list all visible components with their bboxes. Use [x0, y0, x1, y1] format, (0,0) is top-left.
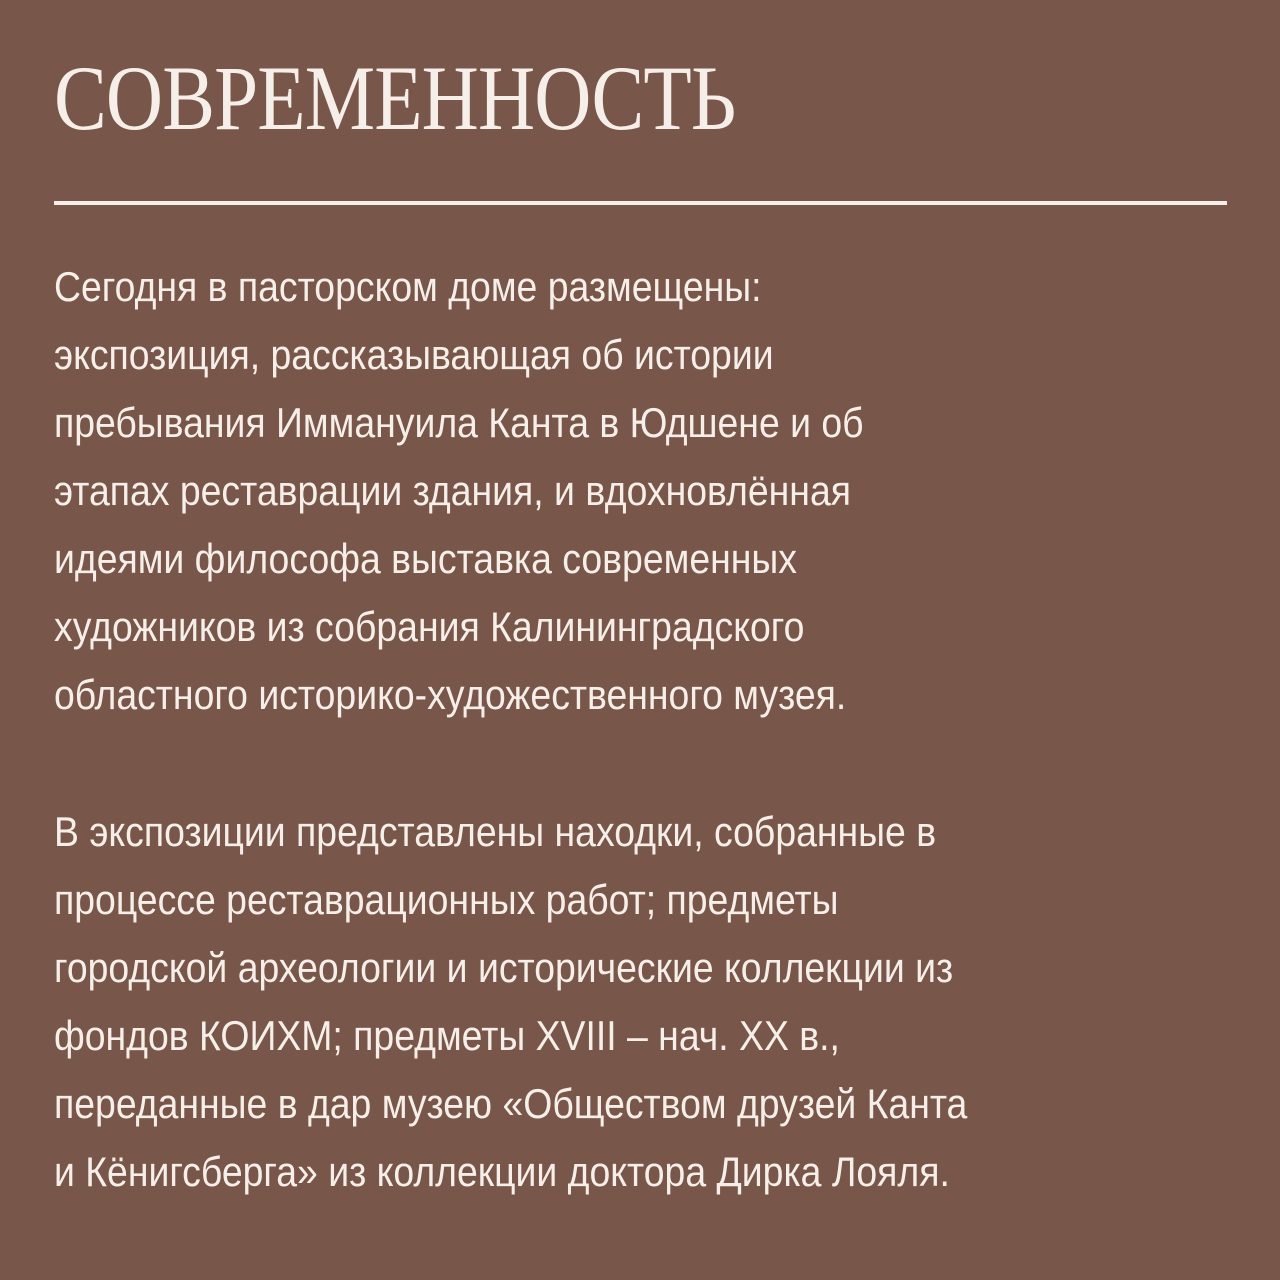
title-divider — [54, 201, 1227, 205]
paragraph-gap — [54, 729, 1239, 798]
body-text — [54, 253, 1239, 1206]
text-line: областного историко-художественного музея. — [54, 671, 847, 718]
text-line: городской археологии и исторические коллекции из — [54, 944, 954, 991]
text-line: фондов КОИХМ; предметы XVIII – нач. XX в., — [54, 1012, 840, 1059]
paragraph-exhibits — [54, 798, 1239, 1206]
page-title: СОВРЕМЕННОСТЬ — [54, 47, 736, 149]
text-line: пребывания Иммануила Канта в Юдшене и об — [54, 399, 864, 446]
text-line: В экспозиции представлены находки, собранные в — [54, 808, 937, 855]
text-line: экспозиция, рассказывающая об истории — [54, 331, 774, 378]
text-line: этапах реставрации здания, и вдохновлённая — [54, 467, 851, 514]
paragraph-current-exhibition — [54, 253, 1239, 729]
text-line: и Кёнигсберга» из коллекции доктора Дирка Лояля. — [54, 1148, 950, 1195]
text-line: художников из собрания Калининградского — [54, 603, 805, 650]
text-line: процессе реставрационных работ; предметы — [54, 876, 839, 923]
text-line: идеями философа выставка современных — [54, 535, 797, 582]
text-line: переданные в дар музею «Обществом друзей Канта — [54, 1080, 968, 1127]
text-line: Сегодня в пасторском доме размещены: — [54, 263, 762, 310]
